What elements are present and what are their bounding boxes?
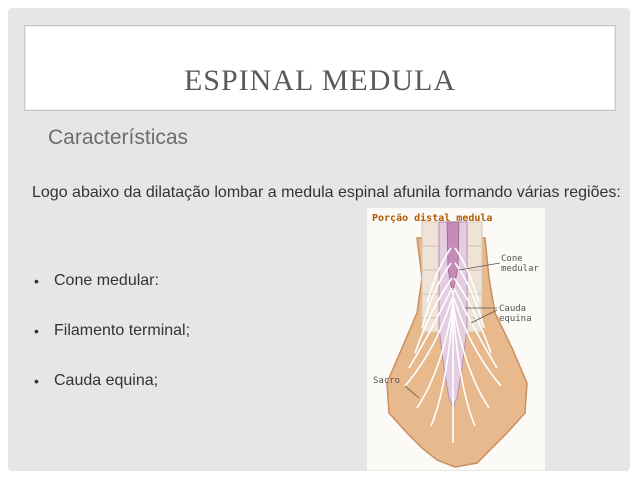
bullet-item [32,370,190,420]
bullet-text: Cone medular: [54,272,159,289]
bullet-dot-icon: • [34,323,39,339]
spinal-cord-illustration [367,208,545,470]
label-cone-medular [501,254,539,274]
label-cone-line2: medular [501,264,539,274]
bullet-item [32,270,190,320]
label-cone-line1: Cone [501,254,523,264]
figure-title: Porção distal medula [372,213,493,224]
body-paragraph: Logo abaixo da dilatação lombar a medula espinal afunila formando várias regiões: [32,184,621,201]
label-cauda-equina [499,304,532,324]
bullet-text: Filamento terminal; [54,322,191,339]
bullet-list [32,270,190,420]
label-cauda-line2: equina [499,314,532,324]
label-cauda-line1: Cauda [499,304,527,314]
slide-title: ESPINAL MEDULA [183,64,457,97]
spinal-cord-figure [367,208,545,470]
slide-subtitle: Características [48,126,189,149]
bullet-text: Cauda equina; [54,372,159,389]
bullet-item [32,320,190,370]
bullet-dot-icon: • [34,273,39,289]
bullet-dot-icon: • [34,373,39,389]
title-box [24,25,616,111]
label-sacro: Sacro [373,376,401,386]
